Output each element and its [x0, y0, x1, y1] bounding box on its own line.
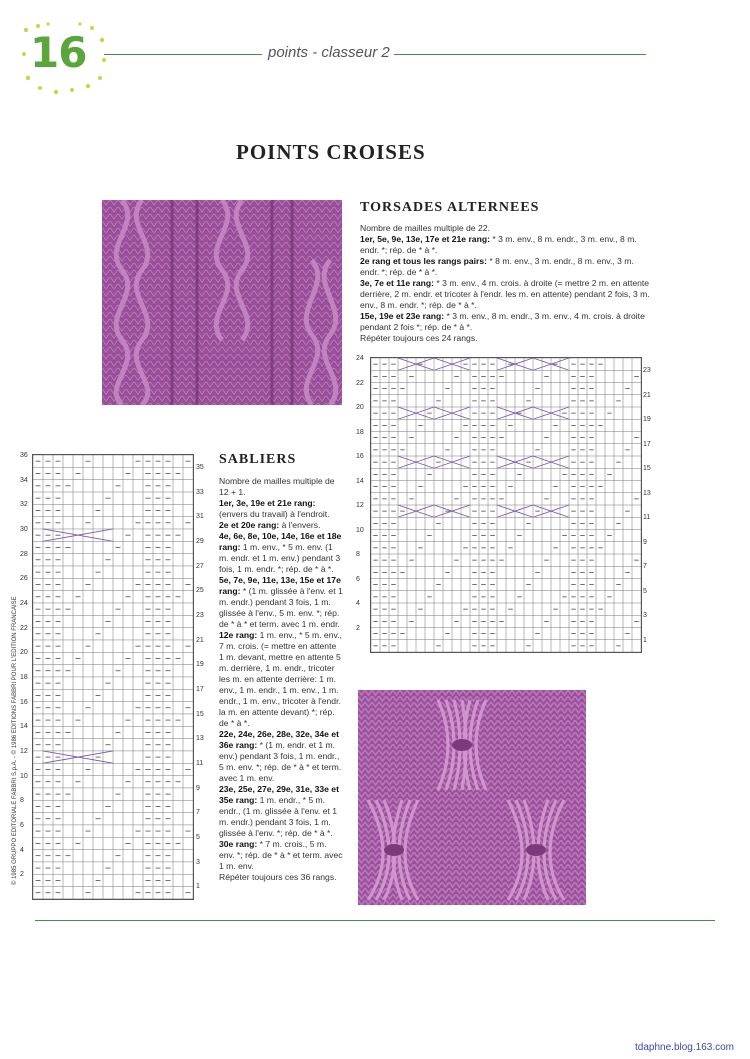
- torsades-row3-label: 3e, 7e et 11e rang:: [360, 278, 435, 288]
- row-number: 8: [356, 551, 360, 558]
- sabliers-p2-text: à l'envers.: [279, 520, 321, 530]
- row-number: 23: [196, 611, 204, 619]
- sabliers-intro: Nombre de mailles multiple de 12 + 1.: [219, 476, 335, 497]
- sabliers-p7-text: 1 m. endr., * 5 m. endr., (1 m. glissée à l'env. et 1 m. endr.) pendant 3 fois, 1 m. glissée à l'env. *; rép. de * à *.: [219, 795, 338, 838]
- sabliers-p6-label: 22e, 24e, 26e, 28e, 32e, 34e et 36e rang:: [219, 729, 339, 750]
- row-number: 2: [356, 624, 360, 632]
- sabliers-p2-label: 2e et 20e rang:: [219, 520, 280, 530]
- footer-rule: [35, 920, 715, 921]
- row-number: 31: [196, 513, 204, 521]
- row-number: 19: [643, 416, 651, 423]
- row-number: 23: [643, 367, 651, 374]
- torsades-title: TORSADES ALTERNEES: [360, 200, 540, 215]
- row-number: 10: [20, 772, 28, 780]
- row-number: 13: [196, 735, 204, 743]
- sabliers-left-labels: [20, 452, 32, 902]
- row-number: 3: [643, 612, 647, 619]
- row-number: 6: [20, 821, 24, 829]
- torsades-right-labels: [643, 355, 657, 655]
- row-number: 1: [196, 883, 200, 891]
- row-number: 28: [20, 550, 28, 558]
- row-number: 9: [643, 538, 647, 546]
- sabliers-right-labels: [196, 452, 212, 902]
- watermark: tdaphne.blog.163.com: [635, 1042, 734, 1053]
- row-number: 14: [20, 723, 28, 731]
- row-number: 25: [196, 587, 204, 595]
- row-number: 30: [20, 525, 28, 533]
- sabliers-p8-text: * 7 m. crois., 5 m. env. *; rép. de * à * et term. avec 1 m. env.: [219, 839, 343, 871]
- row-number: 29: [196, 537, 204, 545]
- row-number: 6: [356, 575, 360, 583]
- sabliers-p3-text: 1 m. env., * 5 m. env. (1 m. endr. et 1 m. env.) pendant 3 fois, 1 m. endr. *; rép. de * à *.: [219, 542, 341, 574]
- sabliers-p5-text: 1 m. env., * 5 m. env., 7 m. crois. (= mettre en attente 1 m. devant, mettre en attente 5 m. derrière, 1 m. endr., tricoter les m. en attente derrière: 1 m. env., 1 m. endr., 1 m. env., 1 m. endr., 1 m. env., tricoter à l'endr. la m. en attente devant) *; rép. de * à *.: [219, 630, 342, 728]
- sabliers-end: Répéter toujours ces 36 rangs.: [219, 872, 337, 882]
- header-rule-right: [394, 54, 646, 55]
- row-number: 32: [20, 501, 28, 509]
- row-number: 36: [20, 452, 28, 459]
- sabliers-p7-label: 23e, 25e, 27e, 29e, 31e, 33e et 35e rang:: [219, 784, 339, 805]
- torsades-left-labels: [356, 355, 370, 655]
- row-number: 24: [20, 599, 28, 607]
- row-number: 7: [196, 809, 200, 817]
- row-number: 34: [20, 476, 28, 484]
- row-number: 13: [643, 489, 651, 497]
- torsades-row2-label: 2e rang et tous les rangs pairs:: [360, 256, 488, 266]
- row-number: 35: [196, 464, 204, 471]
- row-number: 2: [20, 871, 24, 879]
- sabliers-p4-text: * (1 m. glissée à l'env. et 1 m. endr.) pendant 3 fois, 1 m. glissée à l'env., 5 m. env. *; rép. de * à * et term. avec 1 m. endr.: [219, 586, 343, 629]
- torsades-row1-label: 1er, 5e, 9e, 13e, 17e et 21e rang:: [360, 234, 490, 244]
- row-number: 11: [643, 514, 651, 521]
- row-number: 22: [20, 624, 28, 632]
- row-number: 21: [643, 391, 651, 399]
- row-number: 20: [20, 649, 28, 657]
- page-number: 16: [30, 28, 87, 77]
- row-number: 26: [20, 575, 28, 583]
- row-number: 7: [643, 563, 647, 570]
- sabliers-p8-label: 30e rang:: [219, 839, 258, 849]
- sabliers-chart: [20, 452, 216, 904]
- row-number: 21: [196, 636, 204, 644]
- torsades-end: Répéter toujours ces 24 rangs.: [360, 333, 478, 343]
- torsades-grid: [370, 357, 642, 653]
- row-number: 14: [356, 477, 364, 485]
- row-number: 20: [356, 404, 364, 411]
- row-number: 16: [20, 698, 28, 706]
- row-number: 15: [643, 465, 651, 472]
- row-number: 24: [356, 355, 364, 362]
- header-rule-left: [104, 54, 262, 55]
- torsades-photo: [102, 200, 342, 405]
- torsades-row4-text: * 3 m. env., 8 m. endr., 3 m. env., 4 m. crois. à droite pendant 2 fois *; rép. de * à *.: [360, 311, 645, 332]
- row-number: 18: [356, 428, 364, 436]
- row-number: 5: [196, 833, 200, 841]
- row-number: 1: [643, 636, 647, 644]
- sabliers-p6-text: * (1 m. endr. et 1 m. env.) pendant 3 fois, 1 m. endr., 5 m. env. *; rép. de * à * et term. avec 1 m. env.: [219, 740, 342, 783]
- sabliers-title: SABLIERS: [219, 452, 297, 467]
- sabliers-p5-label: 12e rang:: [219, 630, 258, 640]
- row-number: 4: [356, 600, 360, 607]
- row-number: 33: [196, 488, 204, 496]
- row-number: 8: [20, 797, 24, 805]
- row-number: 17: [643, 440, 651, 448]
- torsades-intro: Nombre de mailles multiple de 22.: [360, 223, 490, 233]
- series-label: points - classeur 2: [268, 44, 390, 61]
- row-number: 16: [356, 453, 364, 460]
- row-number: 27: [196, 562, 204, 570]
- row-number: 4: [20, 846, 24, 854]
- sabliers-p1-label: 1er, 3e, 19e et 21e rang:: [219, 498, 316, 508]
- row-number: 12: [20, 747, 28, 755]
- row-number: 9: [196, 784, 200, 792]
- row-number: 15: [196, 710, 204, 718]
- row-number: 18: [20, 673, 28, 681]
- sabliers-grid: [32, 454, 194, 900]
- torsades-row3-text: * 3 m. env., 4 m. crois. à droite (= mettre 2 m. en attente derrière, 2 m. endr. et tricoter à l'endr. les m. en attente) pendant 2 fois, 3 m. env., 8 m. endr. *; rép. de * à *.: [360, 278, 650, 310]
- row-number: 12: [356, 502, 364, 509]
- torsades-chart: [356, 355, 656, 660]
- torsades-row2-text: * 8 m. env., 3 m. endr., 8 m. env., 3 m. endr. *; rép. de * à *.: [360, 256, 634, 277]
- row-number: 22: [356, 379, 364, 387]
- row-number: 10: [356, 526, 364, 534]
- sabliers-p3-label: 4e, 6e, 8e, 10e, 14e, 16e et 18e rang:: [219, 531, 342, 552]
- row-number: 3: [196, 858, 200, 866]
- row-number: 11: [196, 759, 204, 767]
- sabliers-photo: [358, 690, 586, 905]
- row-number: 17: [196, 685, 204, 693]
- sabliers-instructions: [219, 476, 343, 883]
- row-number: 5: [643, 587, 647, 595]
- torsades-instructions: [360, 223, 650, 344]
- copyright-credit: © 1985 GRUPPO EDITORIALE FABBRI S.p.A. - © 1986 EDITIONS FABBRI POUR L'EDITION FRANCAISE: [12, 596, 18, 885]
- row-number: 19: [196, 661, 204, 669]
- torsades-row1-text: * 3 m. env., 8 m. endr., 3 m. env., 8 m. endr. *; rép. de * à *.: [360, 234, 637, 255]
- sabliers-p1-text: (envers du travail) à l'endroit.: [219, 509, 330, 519]
- page-title: POINTS CROISES: [236, 140, 426, 164]
- sabliers-p4-label: 5e, 7e, 9e, 11e, 13e, 15e et 17e rang:: [219, 575, 341, 596]
- torsades-row4-label: 15e, 19e et 23e rang:: [360, 311, 445, 321]
